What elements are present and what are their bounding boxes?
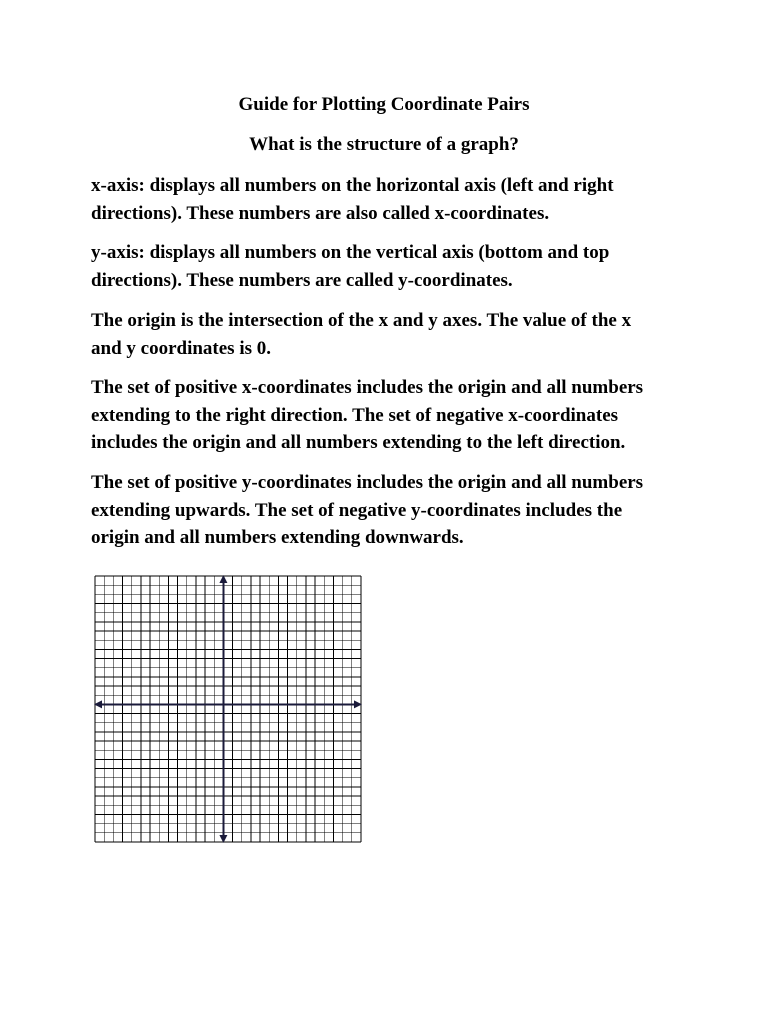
paragraph-line: The set of positive x-coordinates includes the origin and all numbers [91,377,644,398]
paragraph-line: x-axis: displays all numbers on the horizontal axis (left and right [91,175,614,196]
paragraph-line: extending to the right direction. The set of negative x-coordinates [91,404,619,426]
document-title: Guide for Plotting Coordinate Pairs [238,94,530,115]
paragraph-line: extending upwards. The set of negative y-coordinates includes the [91,499,623,521]
paragraph-line: origin and all numbers extending downwards. [91,527,464,548]
paragraph-line: directions). These numbers are called y-coordinates. [91,269,513,291]
paragraph-line: and y coordinates is 0. [91,337,271,359]
paragraph-line: The origin is the intersection of the x and y axes. The value of the x [91,310,632,331]
coordinate-grid-svg [93,574,365,848]
paragraph-x-coordinates-sets [91,374,691,457]
document-subtitle: What is the structure of a graph? [249,134,519,155]
paragraph-line: y-axis: displays all numbers on the vertical axis (bottom and top [91,242,610,263]
paragraph-line: includes the origin and all numbers extending to the left direction. [91,432,626,453]
paragraph-y-coordinates-sets [91,469,691,552]
paragraph-line: directions). These numbers are also called x-coordinates. [91,202,550,224]
paragraph-line: The set of positive y-coordinates includes the origin and all numbers [91,472,644,493]
paragraph-x-axis [91,172,691,227]
paragraph-origin [91,307,691,362]
paragraph-y-axis [91,239,691,294]
coordinate-grid [93,574,365,848]
